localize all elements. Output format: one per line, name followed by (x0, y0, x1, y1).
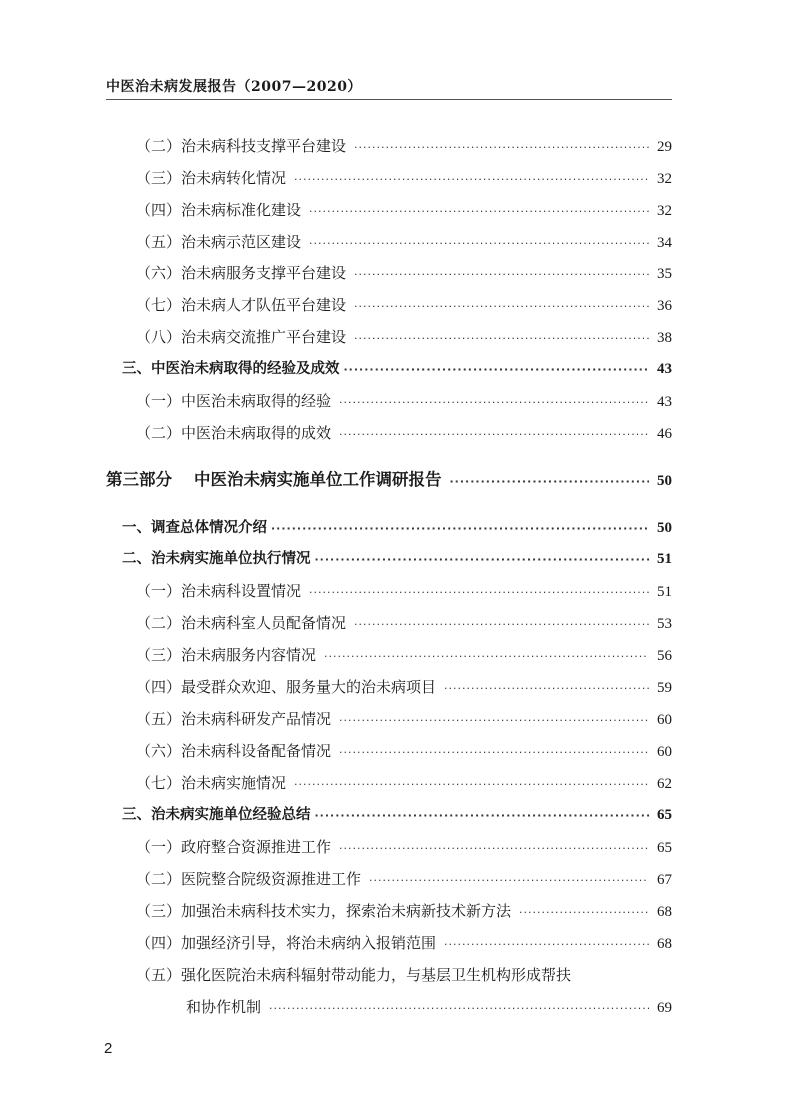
toc-page-number: 38 (657, 330, 672, 346)
dot-leader (271, 516, 649, 542)
toc-entry[interactable] (136, 197, 672, 223)
toc-entry[interactable] (136, 133, 672, 159)
toc-entry-text: （三）加强治未病科技术实力，探索治未病新技术新方法 (136, 902, 512, 920)
toc-page-number: 69 (657, 1000, 672, 1016)
dot-leader (354, 612, 649, 638)
dot-leader (309, 580, 649, 606)
dot-leader (354, 135, 649, 161)
toc-entry-text: （五）治未病示范区建设 (136, 233, 302, 251)
toc-page-number: 56 (657, 648, 672, 664)
toc-entry-continuation[interactable] (186, 994, 672, 1020)
toc-page-number: 43 (657, 361, 672, 377)
toc-section-entry[interactable] (122, 546, 672, 572)
dot-leader (324, 644, 649, 670)
toc-entry-text: （六）治未病科设备配备情况 (136, 742, 332, 760)
toc-entry-text: （七）治未病实施情况 (136, 774, 287, 792)
toc-page-number: 36 (657, 298, 672, 314)
toc-entry-text: （四）治未病标准化建设 (136, 201, 302, 219)
toc-page-number: 35 (657, 266, 672, 282)
toc-entry-text: （四）最受群众欢迎、服务量大的治未病项目 (136, 678, 437, 696)
toc-page-number: 29 (657, 139, 672, 155)
toc-page-number: 68 (657, 936, 672, 952)
toc-entry-text: （五）治未病科研发产品情况 (136, 710, 332, 728)
toc-entry[interactable] (136, 610, 672, 636)
toc-page-number: 65 (657, 840, 672, 856)
toc-entry-text: （八）治未病交流推广平台建设 (136, 328, 347, 346)
toc-entry-text: （四）加强经济引导，将治未病纳入报销范围 (136, 934, 437, 952)
toc-entry-text: （三）治未病服务内容情况 (136, 646, 317, 664)
dot-leader (444, 676, 649, 702)
toc-section-text: 三、中医治未病取得的经验及成效 (122, 361, 340, 377)
toc-entry[interactable] (136, 930, 672, 956)
dot-leader (354, 326, 649, 352)
toc-entry[interactable] (136, 898, 672, 924)
toc-entry[interactable] (136, 388, 672, 414)
toc-page-number: 67 (657, 872, 672, 888)
dot-leader (354, 262, 649, 288)
toc-section-entry[interactable] (122, 802, 672, 828)
toc-section-entry[interactable] (122, 515, 672, 541)
dot-leader (369, 868, 649, 894)
dot-leader (269, 996, 649, 1022)
toc-entry-text: （二）中医治未病取得的成效 (136, 424, 332, 442)
toc-entry-text: （一）治未病科设置情况 (136, 582, 302, 600)
toc-page-number: 51 (657, 551, 672, 567)
toc-entry-text: （二）治未病科室人员配备情况 (136, 614, 347, 632)
toc-section-entry[interactable] (122, 356, 672, 382)
toc-entry[interactable] (136, 260, 672, 286)
toc-page-number: 46 (657, 426, 672, 442)
toc-page-number: 32 (657, 203, 672, 219)
dot-leader (315, 547, 650, 573)
header-divider (106, 99, 672, 100)
toc-page-number: 68 (657, 904, 672, 920)
toc-part-entry[interactable] (106, 467, 672, 493)
toc-page-number: 60 (657, 712, 672, 728)
toc-section-text: 二、治未病实施单位执行情况 (122, 551, 311, 567)
dot-leader (354, 294, 649, 320)
toc-page-number: 60 (657, 744, 672, 760)
toc-entry-text: （六）治未病服务支撑平台建设 (136, 264, 347, 282)
toc-entry-text: （七）治未病人才队伍平台建设 (136, 296, 347, 314)
toc-entry[interactable] (136, 770, 672, 796)
toc-entry[interactable] (136, 706, 672, 732)
toc-entry-text: （五）强化医院治未病科辐射带动能力，与基层卫生机构形成帮扶 (136, 966, 572, 984)
toc-section-text: 一、调查总体情况介绍 (122, 520, 267, 536)
dot-leader (444, 932, 649, 958)
dot-leader (315, 803, 650, 829)
toc-part-label: 第三部分 (106, 470, 172, 489)
dot-leader (339, 740, 649, 766)
dot-leader (294, 772, 649, 798)
toc-entry-text: （二）医院整合院级资源推进工作 (136, 870, 362, 888)
toc-entry[interactable] (136, 292, 672, 318)
page-number: 2 (104, 1040, 113, 1057)
toc-entry[interactable] (136, 324, 672, 350)
running-header: 中医治未病发展报告（2007—2020） (106, 79, 362, 95)
toc-section-text: 三、治未病实施单位经验总结 (122, 807, 311, 823)
dot-leader (309, 231, 649, 257)
toc-entry-text: 和协作机制 (186, 998, 262, 1016)
dot-leader (339, 836, 649, 862)
toc-page-number: 62 (657, 776, 672, 792)
toc-part-title: 中医治未病实施单位工作调研报告 (194, 470, 442, 489)
toc-entry[interactable] (136, 866, 672, 892)
dot-leader (339, 422, 649, 448)
toc-page-number: 59 (657, 680, 672, 696)
toc-entry[interactable] (136, 834, 672, 860)
toc-page-number: 50 (657, 520, 672, 536)
toc-entry-multiline[interactable] (136, 962, 672, 988)
toc-page-number: 43 (657, 394, 672, 410)
toc-page-number: 65 (657, 807, 672, 823)
toc-page-number: 34 (657, 235, 672, 251)
toc-page-number: 50 (657, 473, 672, 489)
toc-entry[interactable] (136, 229, 672, 255)
toc-page-number: 53 (657, 616, 672, 632)
toc-entry-text: （一）政府整合资源推进工作 (136, 838, 332, 856)
toc-page-number: 32 (657, 171, 672, 187)
dot-leader (309, 199, 649, 225)
dot-leader (294, 167, 649, 193)
toc-entry[interactable] (136, 642, 672, 668)
toc-entry[interactable] (136, 738, 672, 764)
toc-entry-text: （一）中医治未病取得的经验 (136, 392, 332, 410)
dot-leader (344, 357, 650, 383)
dot-leader (519, 900, 649, 926)
toc-entry[interactable] (136, 165, 672, 191)
dot-leader (339, 708, 649, 734)
dot-leader (450, 469, 650, 495)
toc-page-number: 51 (657, 584, 672, 600)
toc-entry-text: （二）治未病科技支撑平台建设 (136, 137, 347, 155)
toc-entry[interactable] (136, 578, 672, 604)
dot-leader (339, 390, 649, 416)
toc-entry-text: （三）治未病转化情况 (136, 169, 287, 187)
toc-entry[interactable] (136, 420, 672, 446)
toc-entry[interactable] (136, 674, 672, 700)
